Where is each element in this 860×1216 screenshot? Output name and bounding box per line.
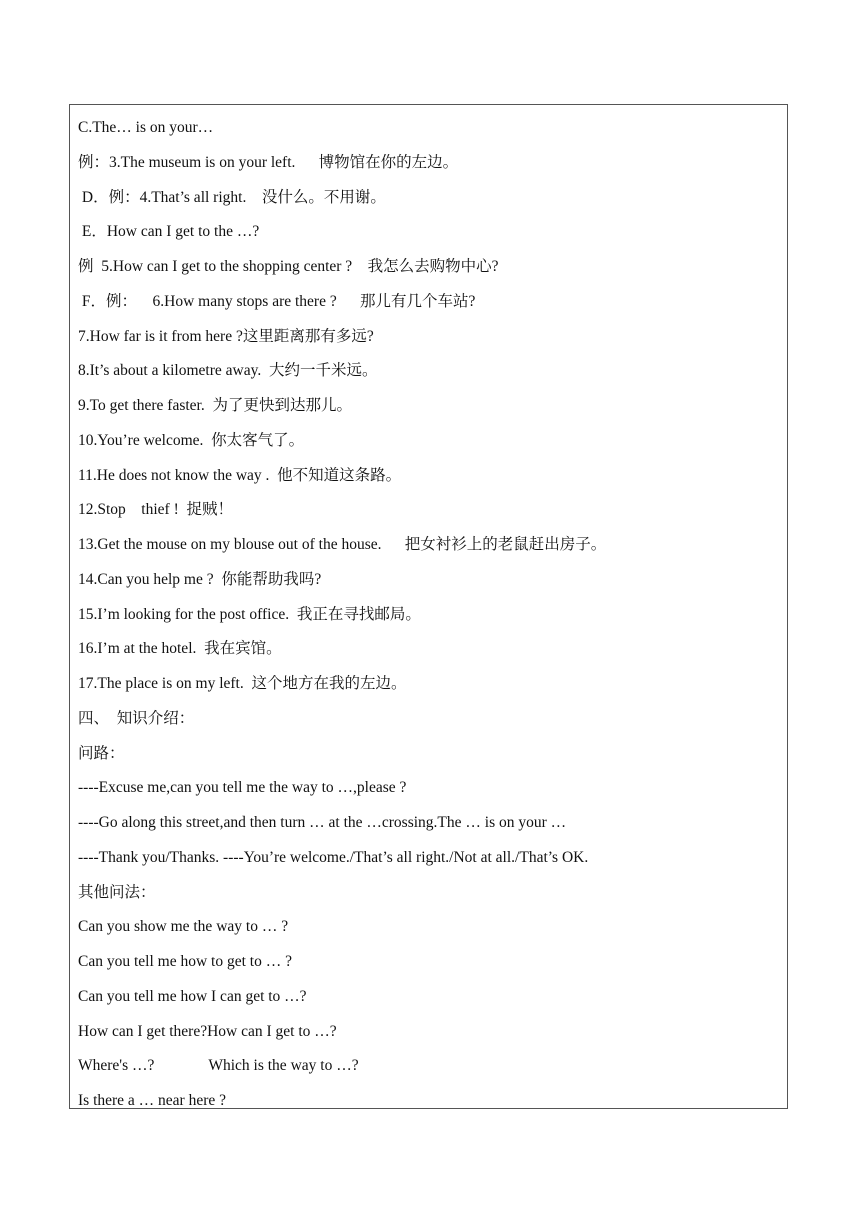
text-line: 11.He does not know the way . 他不知道这条路。 <box>78 466 402 484</box>
text-line: 9.To get there faster. 为了更快到达那儿。 <box>78 397 352 414</box>
text-line: 16.I’m at the hotel. 我在宾馆。 <box>78 640 282 658</box>
text-line: 15.I’m looking for the post office. 我正在寻找邮局。 <box>78 605 421 623</box>
text-line: Can you show me the way to … ? <box>78 918 289 936</box>
text-line: 12.Stop thief ! 捉贼！ <box>78 501 233 519</box>
text-line: Where's …? Which is the way to …? <box>78 1057 359 1075</box>
text-line: Is there a … near here ? <box>78 1092 227 1109</box>
text-line: ----Thank you/Thanks. ----You’re welcome./That’s all right./Not at all./That’s OK. <box>78 848 589 866</box>
text-line: C.The… is on your… <box>78 119 214 136</box>
table-cell <box>69 104 788 1109</box>
text-line: 10.You’re welcome. 你太客气了。 <box>78 431 305 449</box>
text-line: How can I get there?How can I get to …? <box>78 1022 337 1040</box>
text-line: 13.Get the mouse on my blouse out of the house. 把女衬衫上的老鼠赶出房子。 <box>78 536 607 553</box>
text-line: 例：3.The museum is on your left. 博物馆在你的左边。 <box>78 153 459 171</box>
text-line: ----Go along this street,and then turn … at the …crossing.The … is on your … <box>78 814 567 831</box>
text-line: Can you tell me how I can get to …? <box>78 987 307 1005</box>
section-heading: 四、 知识介绍： <box>78 709 195 727</box>
text-line: F．例： 6.How many stops are there ? 那儿有几个车站? <box>78 292 476 310</box>
text-line: 17.The place is on my left. 这个地方在我的左边。 <box>78 675 407 692</box>
text-line: ----Excuse me,can you tell me the way to …,please ? <box>78 779 407 797</box>
text-line: Can you tell me how to get to … ? <box>78 953 292 970</box>
subheading: 其他问法： <box>78 883 156 901</box>
text-line: 例 5.How can I get to the shopping center ? 我怎么去购物中心? <box>78 258 499 275</box>
text-line: D．例：4.That’s all right. 没什么。不用谢。 <box>78 188 386 206</box>
subheading: 问路： <box>78 744 125 762</box>
text-line: 8.It’s about a kilometre away. 大约一千米远。 <box>78 362 378 380</box>
text-lines <box>78 115 779 1123</box>
text-line: E．How can I get to the …? <box>78 223 260 241</box>
text-line: 7.How far is it from here ?这里距离那有多远? <box>78 327 374 345</box>
text-line: 14.Can you help me ? 你能帮助我吗? <box>78 570 322 588</box>
